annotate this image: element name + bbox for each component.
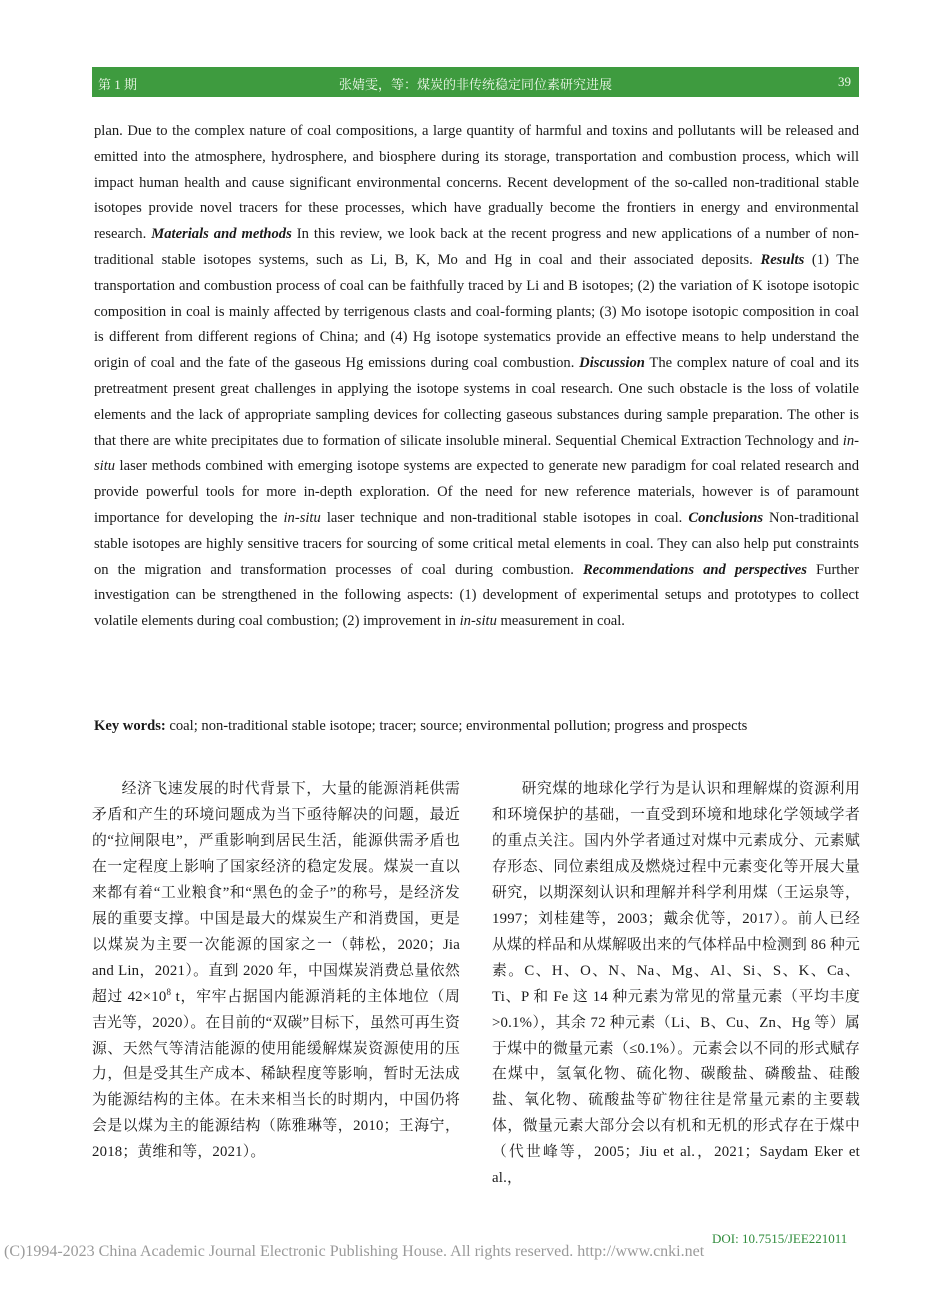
paragraph-text: t，牢牢占据国内能源消耗的主体地位（周吉光等，2020）。在目前的“双碳”目标下，虽然可再生资源、天然气等清洁能源的使用能缓解煤炭资源使用的压力，但是受其生产成本、稀缺程度等影响，暂时无法成为能源结构的主体。在未来相当长的时期内，中国仍将会是以煤为主的能源结构（陈雅琳等，2010；王海宁，2018；黄维和等，2021）。 — [92, 988, 460, 1161]
abstract-text: plan. Due to the complex nature of coal compositions, a large quantity of harmful and toxins and pollutants will be released and emitted into the atmosphere, hydrosphere, and biosphere during its storage, transportation and combustion process, which will impact human health and cause significant environmental concerns. Recent development of the so-called non-traditional stable isotopes provide novel tracers for these processes, which have gradually become the frontiers in energy and environmental research. — [94, 123, 859, 243]
heading-recommendations: Recommendations and perspectives — [582, 561, 807, 578]
body-column-left — [92, 777, 460, 1166]
abstract-text: laser methods combined with emerging isotope systems are expected to generate new paradigm for coal related research and provide powerful tools for more in-depth exploration. Of the need for new reference materials, however is of paramount importance for developing the — [94, 458, 859, 526]
heading-results: Results — [760, 251, 805, 268]
keywords-label: Key words: — [94, 718, 166, 734]
abstract-text: (1) The transportation and combustion process of coal can be faithfully traced by Li and B isotopes; (2) the variation of K isotope isotopic composition in coal is mainly affected by terrigenous clasts and coal-forming plants; (3) Mo isotope isotopic composition in coal is different from different regions of China; and (4) Hg isotope systematics provide an effective means to help understand the origin of coal and the fate of the gaseous Hg emissions during coal combustion. — [94, 251, 859, 372]
superscript: 8 — [166, 986, 172, 997]
abstract-text: measurement in coal. — [500, 613, 625, 630]
insitu-term: in-situ — [459, 613, 497, 630]
heading-materials-methods: Materials and methods — [151, 226, 292, 243]
heading-discussion: Discussion — [579, 355, 645, 372]
paragraph-text: 研究煤的地球化学行为是认识和理解煤的资源利用和环境保护的基础，一直受到环境和地球化学领域学者的重点关注。国内外学者通过对煤中元素成分、元素赋存形态、同位素组成及燃烧过程中元素变化等开展大量研究，以期深刻认识和理解并科学利用煤（王运泉等，1997；刘桂建等，2003；戴余优等，2017）。前人已经从煤的样品和从煤解吸出来的气体样品中检测到 86 种元素。C、H、O、N、Na、Mg、Al、Si、S、K、Ca、Ti、P 和 Fe 这 14 种元素为常见的常量元素（平均丰度>0.1%），其余 72 种元素（Li、B、Cu、Zn、Hg 等）属于煤中的微量元素（≤0.1%）。元素会以不同的形式赋存在煤中，氢氧化物、硫化物、碳酸盐、磷酸盐、硅酸盐、氧化物、硫酸盐等矿物往往是常量元素的主要载体，微量元素大部分会以有机和无机的形式存在于煤中（代世峰等，2005；Jiu et al.，2021；Saydam Eker et al.， — [492, 781, 860, 1187]
paragraph-text: 经济飞速发展的时代背景下，大量的能源消耗供需矛盾和产生的环境问题成为当下亟待解决的问题，最近的“拉闸限电”，严重影响到居民生活，能源供需矛盾也在一定程度上影响了国家经济的稳定发展。煤炭一直以来都有着“工业粮食”和“黑色的金子”的称号，是经济发展的重要支撑。中国是最大的煤炭生产和消费国，更是以煤炭为主要一次能源的国家之一（韩松，2020；Jia and Lin，2021）。直到 2020 年，中国煤炭消费总量依然超过 42×10 — [92, 781, 460, 1005]
insitu-term: in-situ — [283, 509, 321, 526]
keywords — [94, 714, 859, 740]
abstract-text: Further investigation can be strengthened in the following aspects: (1) development of experimental setups and prototypes to collect volatile elements during coal combustion; (2) improvement in — [94, 561, 859, 630]
doi-link[interactable]: DOI: 10.7515/JEE221011 — [712, 1231, 848, 1246]
copyright-watermark: (C)1994-2023 China Academic Journal Electronic Publishing House. All rights reserved. http://www.cnki.net — [4, 1243, 705, 1260]
abstract-text: laser technique and non-traditional stable isotopes in coal. — [326, 509, 683, 526]
page-number: 39 — [838, 74, 851, 89]
english-abstract — [94, 119, 859, 635]
heading-conclusions: Conclusions — [688, 509, 763, 526]
keywords-text: coal; non-traditional stable isotope; tracer; source; environmental pollution; progress and prospects — [169, 718, 748, 734]
issue-number: 第 1 期 — [98, 77, 138, 92]
insitu-term: in-situ — [94, 432, 859, 475]
running-header — [92, 67, 859, 97]
abstract-text: The complex nature of coal and its pretreatment present great challenges in applying the isotope systems in coal research. One such obstacle is the loss of volatile elements and the lack of appropriate sampling devices for collecting gaseous substances during sample preparation. The other is that there are white precipitates due to formation of silicate insoluble mineral. Sequential Chemical Extraction Technology and — [94, 355, 859, 449]
abstract-text: Non-traditional stable isotopes are highly sensitive tracers for sourcing of some critical metal elements in coal. They can also help put constraints on the migration and transformation processes of coal during combustion. — [94, 509, 860, 578]
abstract-text: In this review, we look back at the recent progress and new applications of a number of non-traditional stable isotopes systems, such as Li, B, K, Mo and Hg in coal and their associated deposits. — [94, 226, 859, 268]
body-column-right — [492, 777, 860, 1192]
running-title: 张婧雯，等：煤炭的非传统稳定同位素研究进展 — [338, 77, 612, 92]
